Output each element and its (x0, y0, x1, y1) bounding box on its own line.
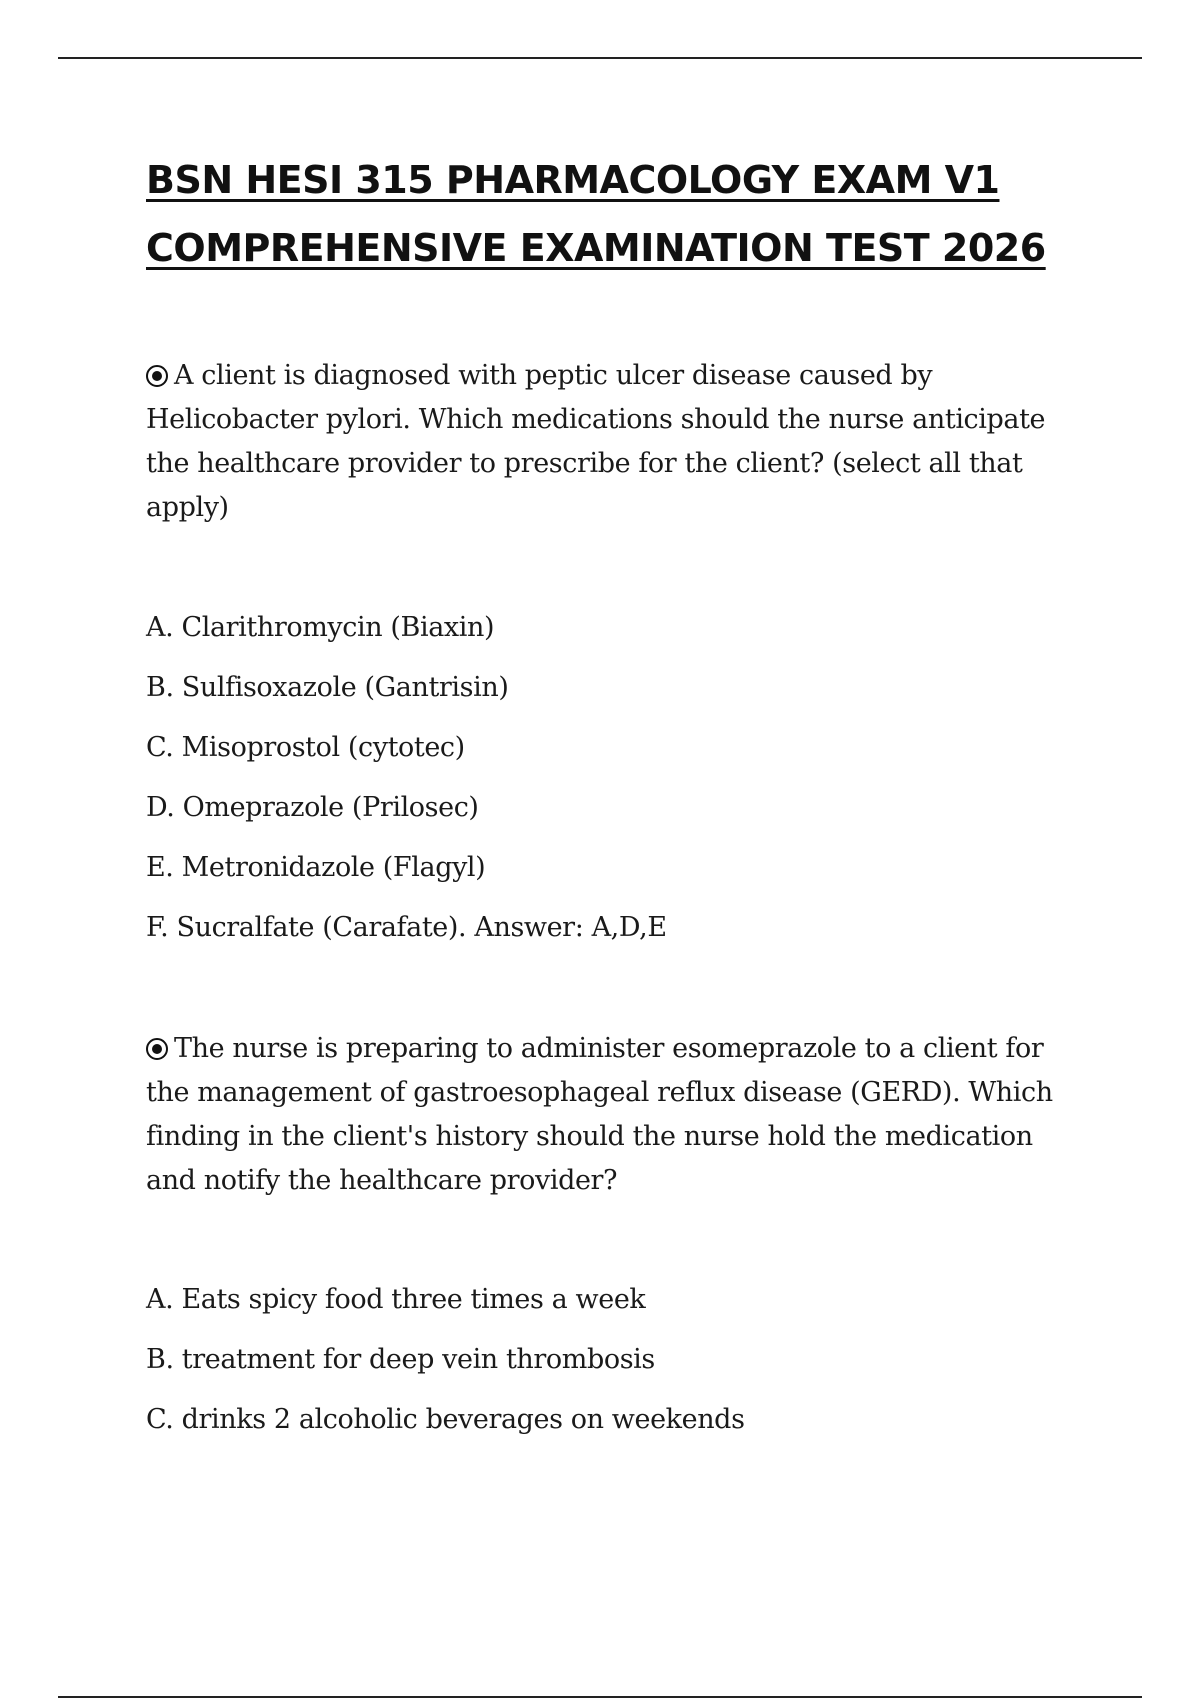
option-item: D. Omeprazole (Prilosec) (146, 792, 479, 823)
question-1-text: A client is diagnosed with peptic ulcer disease caused by Helicobacter pylori. Which medications should the nurse anticipate the healthcare provider to prescribe for the client? (select all that apply) (146, 360, 1046, 523)
option-item-with-answer: F. Sucralfate (Carafate). Answer: A,D,E (146, 912, 667, 943)
option-item: A. Eats spicy food three times a week (146, 1284, 646, 1315)
radio-bullet-icon (146, 365, 168, 387)
title-line-2: COMPREHENSIVE EXAMINATION TEST 2026 (146, 226, 1046, 270)
option-item: A. Clarithromycin (Biaxin) (146, 612, 495, 643)
option-item: C. Misoprostol (cytotec) (146, 732, 465, 763)
option-item: E. Metronidazole (Flagyl) (146, 852, 486, 883)
question-1 (146, 354, 1086, 530)
question-2-options (146, 1270, 1086, 1450)
question-2-text: The nurse is preparing to administer esomeprazole to a client for the management of gastroesophageal reflux disease (GERD). Which finding in the client's history should the nurse hold the medication and notify the healthcare provider? (146, 1033, 1053, 1196)
bottom-divider (58, 1696, 1142, 1698)
question-2 (146, 1027, 1086, 1203)
question-1-options (146, 598, 1086, 958)
document-title (146, 146, 1106, 282)
option-item: B. treatment for deep vein thrombosis (146, 1344, 655, 1375)
top-divider (58, 57, 1142, 59)
option-item: B. Sulfisoxazole (Gantrisin) (146, 672, 509, 703)
title-line-1: BSN HESI 315 PHARMACOLOGY EXAM V1 (146, 158, 1000, 202)
radio-bullet-icon (146, 1038, 168, 1060)
option-item: C. drinks 2 alcoholic beverages on weekends (146, 1404, 745, 1435)
